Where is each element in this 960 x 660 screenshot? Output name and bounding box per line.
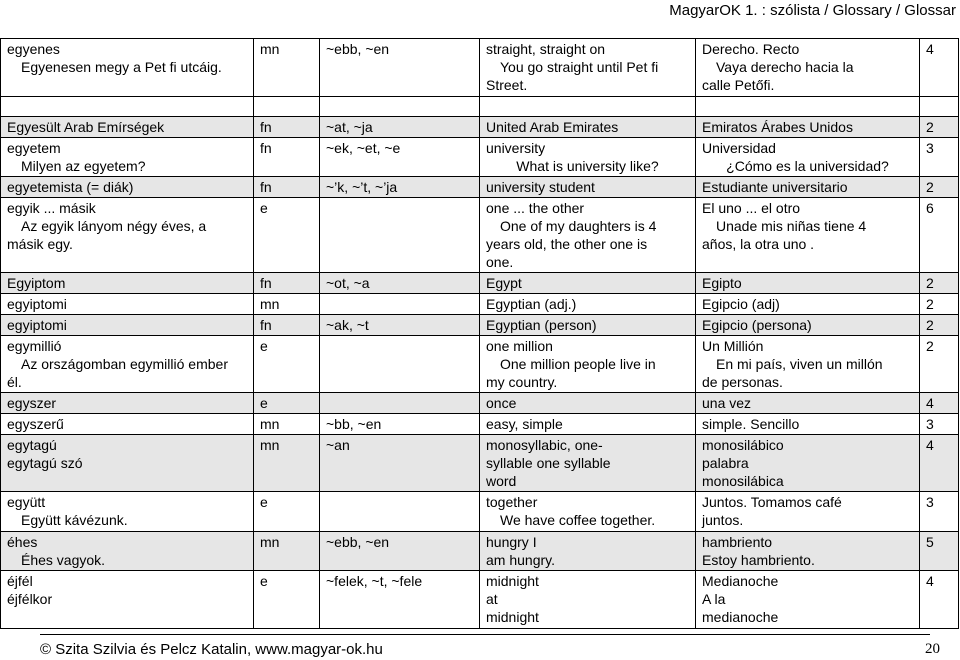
- spanish-line: de personas.: [702, 374, 783, 390]
- english-line: my country.: [486, 374, 558, 390]
- hungarian-line: egyik ... másik: [7, 200, 96, 216]
- hungarian-cell: [1, 177, 254, 198]
- inflection-cell: ~an: [320, 435, 480, 492]
- inflection-cell: [320, 492, 480, 532]
- spanish-line: medianoche: [702, 609, 779, 625]
- table-row: [1, 294, 959, 315]
- spanish-cell: [696, 177, 920, 198]
- spanish-line: juntos.: [702, 512, 744, 528]
- hungarian-line: Egyesült Arab Emírségek: [7, 119, 165, 135]
- hungarian-line: él.: [7, 374, 22, 390]
- footer-divider: [40, 634, 930, 635]
- unit-number-cell: 4: [920, 39, 959, 97]
- english-line: Egyptian (person): [486, 317, 597, 333]
- part-of-speech-cell: fn: [254, 117, 320, 138]
- hungarian-cell: [1, 435, 254, 492]
- table-row: [1, 532, 959, 571]
- hungarian-line: egyszer: [7, 395, 57, 411]
- part-of-speech-cell: e: [254, 198, 320, 273]
- english-line: easy, simple: [486, 416, 563, 432]
- hungarian-cell: [1, 393, 254, 414]
- english-line: monosyllabic, one-: [486, 437, 603, 453]
- english-line: at: [486, 591, 498, 607]
- hungarian-cell: [1, 532, 254, 571]
- unit-number-cell: 3: [920, 492, 959, 532]
- spanish-line: monosilábica: [702, 473, 784, 489]
- english-cell: [480, 492, 696, 532]
- english-line: one million: [486, 338, 553, 354]
- table-row: [1, 138, 959, 177]
- hungarian-line: éjfél: [7, 573, 33, 589]
- spanish-line: monosilábico: [702, 437, 784, 453]
- spanish-cell: [696, 532, 920, 571]
- spanish-line: ¿Cómo es la universidad?: [726, 158, 889, 174]
- spanish-cell: [696, 39, 920, 97]
- hungarian-line: egyetem: [7, 140, 61, 156]
- hungarian-line: együtt: [7, 494, 46, 510]
- inflection-cell: [320, 393, 480, 414]
- unit-number-cell: 4: [920, 435, 959, 492]
- hungarian-line: Egyiptom: [7, 275, 66, 291]
- unit-number-cell: 2: [920, 117, 959, 138]
- hungarian-cell: [1, 117, 254, 138]
- spanish-line: Egipcio (adj): [702, 296, 780, 312]
- english-line: United Arab Emirates: [486, 119, 619, 135]
- spanish-line: El uno ... el otro: [702, 200, 801, 216]
- hungarian-line: egyiptomi: [7, 296, 67, 312]
- part-of-speech-cell: mn: [254, 294, 320, 315]
- hungarian-line: Éhes vagyok.: [21, 552, 106, 568]
- hungarian-line: éhes: [7, 534, 38, 550]
- hungarian-cell: [1, 336, 254, 393]
- inflection-cell: [320, 294, 480, 315]
- table-row: [1, 117, 959, 138]
- english-line: one ... the other: [486, 200, 585, 216]
- english-line: You go straight until Pet fi: [500, 59, 659, 75]
- spanish-cell: [696, 117, 920, 138]
- hungarian-line: egyenes: [7, 41, 60, 57]
- table-row: [1, 315, 959, 336]
- unit-number-cell: 6: [920, 198, 959, 273]
- hungarian-cell: [1, 315, 254, 336]
- unit-number-cell: 4: [920, 393, 959, 414]
- inflection-cell: ~ebb, ~en: [320, 39, 480, 97]
- english-line: one.: [486, 254, 514, 270]
- inflection-cell: [320, 198, 480, 273]
- footer-copyright: © Szita Szilvia és Pelcz Katalin, www.magyar-ok.hu: [40, 641, 383, 658]
- english-cell: [480, 138, 696, 177]
- spanish-line: Juntos. Tomamos café: [702, 494, 842, 510]
- english-cell: [480, 532, 696, 571]
- page-header-title: MagyarOK 1. : szólista / Glossary / Glossar: [669, 2, 956, 19]
- english-line: am hungry.: [486, 552, 555, 568]
- english-line: university student: [486, 179, 595, 195]
- spanish-line: una vez: [702, 395, 752, 411]
- english-line: straight, straight on: [486, 41, 606, 57]
- hungarian-line: egytagú: [7, 437, 57, 453]
- spanish-cell: [696, 492, 920, 532]
- spanish-line: Estudiante universitario: [702, 179, 848, 195]
- inflection-cell: ~’k, ~’t, ~’ja: [320, 177, 480, 198]
- english-cell: [480, 39, 696, 97]
- hungarian-line: éjfélkor: [7, 591, 53, 607]
- english-cell: [480, 571, 696, 629]
- hungarian-line: Együtt kávézunk.: [21, 512, 128, 528]
- part-of-speech-cell: fn: [254, 273, 320, 294]
- english-cell: [480, 435, 696, 492]
- table-row: [1, 273, 959, 294]
- part-of-speech-cell: mn: [254, 435, 320, 492]
- english-cell: [480, 336, 696, 393]
- unit-number-cell: [920, 97, 959, 117]
- hungarian-cell: [1, 198, 254, 273]
- table-row: [1, 177, 959, 198]
- hungarian-line: egyszerű: [7, 416, 64, 432]
- inflection-cell: [320, 97, 480, 117]
- hungarian-cell: [1, 571, 254, 629]
- table-row: [1, 435, 959, 492]
- english-cell: [480, 273, 696, 294]
- inflection-cell: ~at, ~ja: [320, 117, 480, 138]
- spanish-cell: [696, 294, 920, 315]
- english-line: hungry I: [486, 534, 537, 550]
- english-cell: [480, 177, 696, 198]
- hungarian-line: Az egyik lányom négy éves, a: [21, 218, 207, 234]
- inflection-cell: ~ot, ~a: [320, 273, 480, 294]
- english-line: midnight: [486, 573, 539, 589]
- spanish-line: Vaya derecho hacia la: [716, 59, 854, 75]
- english-line: One of my daughters is 4: [500, 218, 657, 234]
- english-line: We have coffee together.: [500, 512, 656, 528]
- spanish-line: En mi país, viven un millón: [716, 356, 883, 372]
- table-row: [1, 393, 959, 414]
- inflection-cell: [320, 336, 480, 393]
- table-row: [1, 571, 959, 629]
- spanish-cell: [696, 393, 920, 414]
- spanish-cell: [696, 97, 920, 117]
- inflection-cell: ~ebb, ~en: [320, 532, 480, 571]
- english-cell: [480, 198, 696, 273]
- english-line: Egypt: [486, 275, 522, 291]
- english-line: years old, the other one is: [486, 236, 648, 252]
- hungarian-line: másik egy.: [7, 236, 73, 252]
- hungarian-cell: [1, 294, 254, 315]
- part-of-speech-cell: mn: [254, 532, 320, 571]
- unit-number-cell: 2: [920, 177, 959, 198]
- english-cell: [480, 393, 696, 414]
- unit-number-cell: 2: [920, 336, 959, 393]
- spanish-cell: [696, 198, 920, 273]
- glossary-table: [0, 38, 959, 629]
- part-of-speech-cell: fn: [254, 315, 320, 336]
- spanish-cell: [696, 571, 920, 629]
- spanish-line: A la: [702, 591, 726, 607]
- inflection-cell: ~ak, ~t: [320, 315, 480, 336]
- hungarian-line: Egyenesen megy a Pet fi utcáig.: [21, 59, 222, 75]
- english-line: midnight: [486, 609, 539, 625]
- unit-number-cell: 2: [920, 294, 959, 315]
- page-number: 20: [925, 641, 940, 657]
- spanish-line: palabra: [702, 455, 749, 471]
- table-row: [1, 492, 959, 532]
- hungarian-line: Az országomban egymillió ember: [21, 356, 228, 372]
- english-cell: [480, 97, 696, 117]
- english-cell: [480, 315, 696, 336]
- spanish-cell: [696, 138, 920, 177]
- table-row: [1, 336, 959, 393]
- spanish-line: hambriento: [702, 534, 773, 550]
- inflection-cell: ~bb, ~en: [320, 414, 480, 435]
- part-of-speech-cell: mn: [254, 414, 320, 435]
- spanish-line: Egipcio (persona): [702, 317, 812, 333]
- hungarian-line: Milyen az egyetem?: [21, 158, 146, 174]
- hungarian-line: egytagú szó: [7, 455, 83, 471]
- spanish-line: Egipto: [702, 275, 742, 291]
- table-row: [1, 414, 959, 435]
- spanish-line: Derecho. Recto: [702, 41, 800, 57]
- part-of-speech-cell: e: [254, 336, 320, 393]
- inflection-cell: ~felek, ~t, ~fele: [320, 571, 480, 629]
- table-row: [1, 97, 959, 117]
- spanish-cell: [696, 435, 920, 492]
- hungarian-cell: [1, 414, 254, 435]
- spanish-line: Unade mis niñas tiene 4: [716, 218, 867, 234]
- hungarian-line: egyiptomi: [7, 317, 67, 333]
- english-cell: [480, 294, 696, 315]
- hungarian-line: egymillió: [7, 338, 62, 354]
- hungarian-line: egyetemista (= diák): [7, 179, 134, 195]
- spanish-line: años, la otra uno .: [702, 236, 815, 252]
- spanish-cell: [696, 336, 920, 393]
- english-line: One million people live in: [500, 356, 656, 372]
- english-line: together: [486, 494, 538, 510]
- unit-number-cell: 2: [920, 273, 959, 294]
- spanish-line: Estoy hambriento.: [702, 552, 815, 568]
- english-cell: [480, 117, 696, 138]
- spanish-line: calle Petőfi.: [702, 77, 775, 93]
- spanish-line: Universidad: [702, 140, 776, 156]
- table-row: [1, 198, 959, 273]
- english-line: once: [486, 395, 517, 411]
- unit-number-cell: 3: [920, 414, 959, 435]
- hungarian-cell: [1, 138, 254, 177]
- spanish-cell: [696, 414, 920, 435]
- english-line: syllable one syllable: [486, 455, 611, 471]
- english-line: Street.: [486, 77, 528, 93]
- unit-number-cell: 3: [920, 138, 959, 177]
- spanish-line: simple. Sencillo: [702, 416, 800, 432]
- unit-number-cell: 4: [920, 571, 959, 629]
- inflection-cell: ~ek, ~et, ~e: [320, 138, 480, 177]
- unit-number-cell: 5: [920, 532, 959, 571]
- hungarian-cell: [1, 97, 254, 117]
- english-line: university: [486, 140, 546, 156]
- part-of-speech-cell: mn: [254, 39, 320, 97]
- table-row: [1, 39, 959, 97]
- spanish-line: Un Millión: [702, 338, 764, 354]
- english-line: word: [486, 473, 517, 489]
- spanish-line: Emiratos Árabes Unidos: [702, 119, 853, 135]
- part-of-speech-cell: e: [254, 571, 320, 629]
- hungarian-cell: [1, 39, 254, 97]
- english-line: What is university like?: [516, 158, 659, 174]
- part-of-speech-cell: e: [254, 492, 320, 532]
- spanish-cell: [696, 315, 920, 336]
- english-cell: [480, 414, 696, 435]
- spanish-cell: [696, 273, 920, 294]
- part-of-speech-cell: e: [254, 393, 320, 414]
- part-of-speech-cell: [254, 97, 320, 117]
- part-of-speech-cell: fn: [254, 138, 320, 177]
- hungarian-cell: [1, 273, 254, 294]
- english-line: Egyptian (adj.): [486, 296, 577, 312]
- unit-number-cell: 2: [920, 315, 959, 336]
- hungarian-cell: [1, 492, 254, 532]
- part-of-speech-cell: fn: [254, 177, 320, 198]
- spanish-line: Medianoche: [702, 573, 779, 589]
